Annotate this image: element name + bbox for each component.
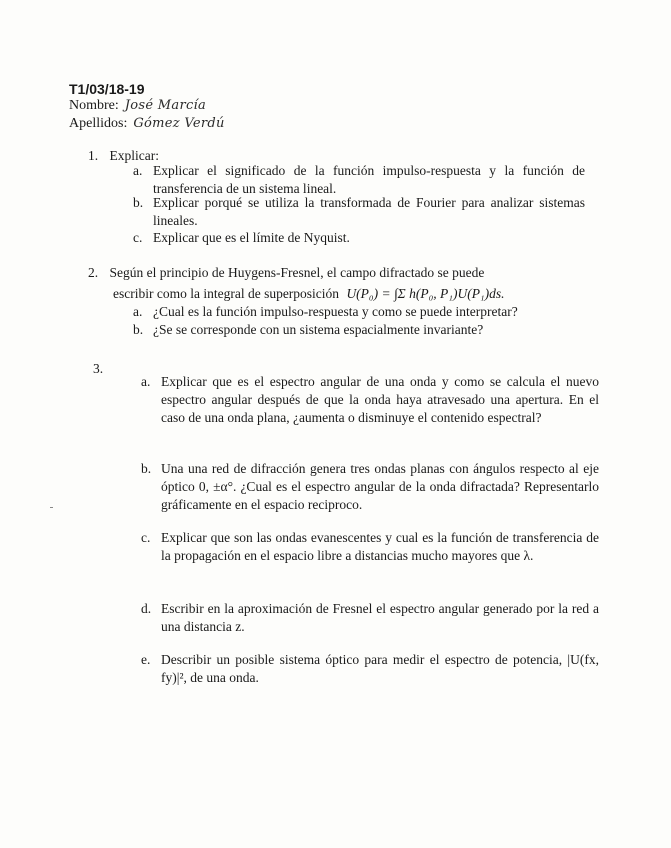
q3-item-e bbox=[141, 651, 599, 687]
item-label: d. bbox=[141, 601, 152, 616]
item-label: a. bbox=[133, 163, 143, 178]
question-3 bbox=[93, 360, 103, 378]
item-label: b. bbox=[141, 461, 152, 476]
q2-item-b bbox=[133, 321, 593, 339]
q1-item-c bbox=[133, 229, 585, 247]
name-row bbox=[69, 97, 206, 115]
scan-speck bbox=[50, 507, 53, 508]
item-text: Describir un posible sistema óptico para medir el espectro de potencia, |U(fx, fy)|², de una onda. bbox=[161, 652, 599, 685]
item-label: c. bbox=[133, 230, 143, 245]
question-2-line-2 bbox=[113, 285, 593, 303]
superposition-formula: U(P₀) = ∫Σ h(P₀, P₁)U(P₁)ds. bbox=[346, 286, 505, 301]
surname-handwritten: Gómez Verdú bbox=[133, 116, 225, 131]
item-text: Explicar que es el límite de Nyquist. bbox=[153, 230, 350, 245]
item-label: a. bbox=[133, 304, 143, 319]
item-text: ¿Se se corresponde con un sistema espacialmente invariante? bbox=[153, 322, 484, 337]
item-text: Escribir en la aproximación de Fresnel el espectro angular generado por la red a una distancia z. bbox=[161, 601, 599, 634]
item-label: b. bbox=[133, 195, 144, 210]
item-text: ¿Cual es la función impulso-respuesta y como se puede interpretar? bbox=[153, 304, 518, 319]
item-text: Una una red de difracción genera tres ondas planas con ángulos respecto al eje óptico 0, ±α°. ¿Cual es el espectro angular de la onda difractada? Representarlo gráficamente en el espacio reciproco. bbox=[161, 461, 599, 512]
item-text: Explicar que es el espectro angular de una onda y como se calcula el nuevo espectro angular después de que la onda haya atravesado una apertura. En el caso de una onda plana, ¿aumenta o disminuye el contenido espectral? bbox=[161, 374, 599, 425]
q3-item-b bbox=[141, 460, 599, 514]
item-text: Explicar el significado de la función impulso-respuesta y la función de transferencia de un sistema lineal. bbox=[153, 163, 585, 196]
name-label: Nombre: bbox=[69, 98, 119, 113]
question-number: 3. bbox=[93, 361, 104, 376]
item-label: a. bbox=[141, 374, 151, 389]
q3-item-c bbox=[141, 529, 599, 583]
q1-item-b bbox=[133, 194, 585, 230]
question-title: Explicar: bbox=[109, 148, 159, 163]
name-handwritten: José Marcía bbox=[124, 98, 207, 113]
exam-code: T1/03/18-19 bbox=[69, 81, 145, 97]
item-label: b. bbox=[133, 322, 144, 337]
question-number: 2. bbox=[88, 265, 99, 280]
item-label: c. bbox=[141, 530, 151, 545]
question-line-1: Según el principio de Huygens-Fresnel, el campo difractado se puede bbox=[109, 265, 485, 280]
q3-item-d bbox=[141, 600, 599, 636]
surname-label: Apellidos: bbox=[69, 116, 128, 131]
question-number: 1. bbox=[88, 148, 99, 163]
item-text: Explicar que son las ondas evanescentes y cual es la función de transferencia de la propagación en el espacio libre a distancias mucho mayores que λ. bbox=[161, 530, 599, 563]
surname-row bbox=[69, 115, 225, 133]
item-text: Explicar porqué se utiliza la transformada de Fourier para analizar sistemas lineales. bbox=[153, 195, 585, 228]
item-label: e. bbox=[141, 652, 151, 667]
question-2 bbox=[88, 264, 588, 282]
q2-item-a bbox=[133, 303, 593, 321]
q1-item-a bbox=[133, 162, 585, 198]
question-line-2: escribir como la integral de superposición bbox=[113, 286, 340, 301]
q3-item-a bbox=[141, 373, 599, 445]
